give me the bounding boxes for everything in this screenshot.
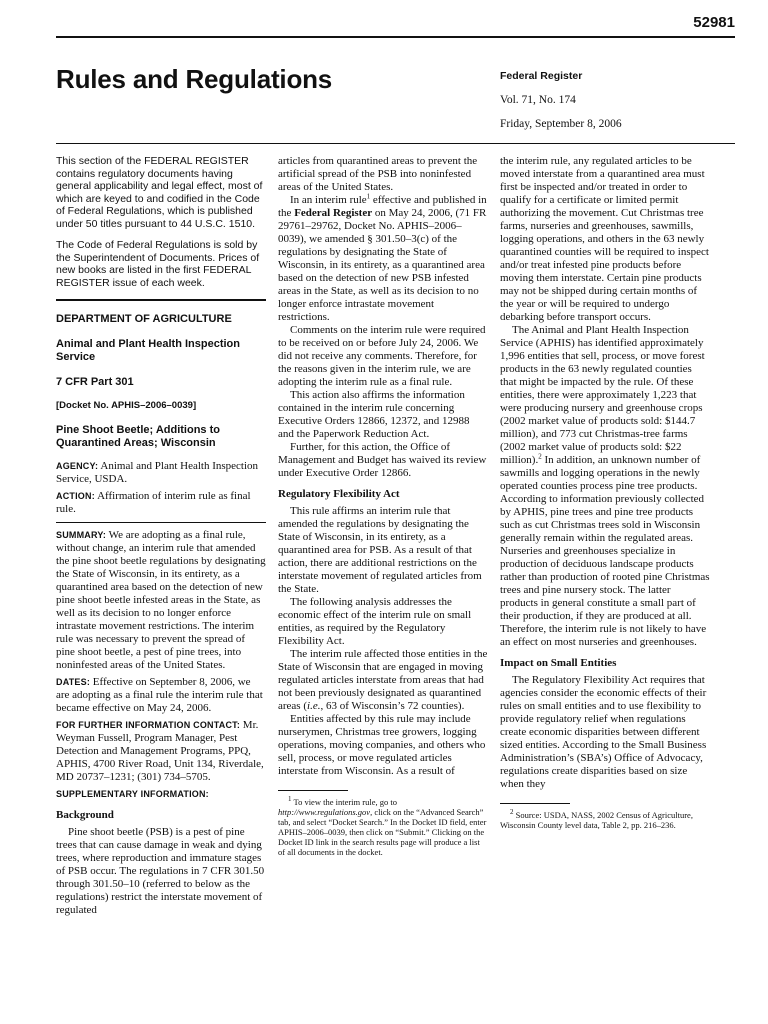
action-text: Affirmation of interim rule as final rule. [56, 490, 251, 515]
action-field [56, 490, 266, 516]
agency-label: AGENCY: [56, 461, 99, 471]
intro-paragraph-2: The Code of Federal Regulations is sold by the Superintendent of Documents. Prices of new books are listed in the first FEDERAL REGISTER issue of each week. [56, 239, 260, 289]
agency-field [56, 460, 266, 486]
dates-field [56, 676, 266, 715]
summary-label: SUMMARY: [56, 530, 107, 540]
body-paragraph: articles from quarantined areas to prevent the artificial spread of the PSB into noninfested areas of the United States. [278, 155, 478, 193]
intro-paragraph-1: This section of the FEDERAL REGISTER contains regulatory documents having general applicability and legal effect, most of which are keyed to and codified in the Code of Federal Regulations, which is published under 50 titles pursuant to 44 U.S.C. 1510. [56, 155, 263, 230]
department-heading: DEPARTMENT OF AGRICULTURE [56, 313, 232, 325]
summary-field [56, 529, 266, 672]
regulations-link[interactable]: http://www.regulations.gov [278, 807, 371, 817]
contact-label: FOR FURTHER INFORMATION CONTACT: [56, 720, 241, 730]
column-1 [56, 155, 266, 917]
header-rule-bottom [56, 143, 735, 144]
comments-paragraph: Comments on the interim rule were required to be received on or before July 24, 2006. We did not receive any comments. Therefore, for the reasons given in the interim rule, we are adopting the interim rule as a final rule. [278, 324, 486, 388]
summary-text: We are adopting as a final rule, without change, an interim rule that amended the pine shoot beetle regulations by designating the State of Wisconsin, in its entirety, as a quarantined area based on the detection of new pine shoot beetle infested areas in the State, as well as its decision to no longer enforce intrastate movement restrictions. The interim rule was necessary to prevent the spread of pine shoot beetle, a pest of pine trees, into noninfested areas of the United States. [56, 529, 266, 671]
footnote-2: $^2$ Source: USDA, NASS, 2002 Census of Agriculture, Wisconsin County level data, Table 2, pp. 216–236. [500, 808, 693, 830]
analysis-paragraph: The following analysis addresses the economic effect of the interim rule on small entities, as required by the Regulatory Flexibility Act. [278, 596, 472, 647]
federal-register-info [500, 70, 740, 141]
dates-label: DATES: [56, 677, 91, 687]
affected-paragraph: The interim rule affected those entities in the State of Wisconsin that are engaged in moving regulated articles interstate from areas that had not been previously designated as quarantined areas (i.e., 63 of Wisconsin’s 72 counties). [278, 648, 488, 712]
interim-rule-paragraph: In an interim rule$^1$ effective and published in the Federal Register on May 24, 2006, (71 FR 29761–29762, Docket No. APHIS–2006–0039), we amended § 301.50–3(c) of the regulations by designating the State of Wisconsin, in its entirety, as a quarantined area based on the detection of new PSB infested areas in the State, as well as its decision to no longer enforce intrastate movement restrictions. [278, 192, 487, 323]
supplementary-label: SUPPLEMENTARY INFORMATION: [56, 789, 209, 799]
intro-divider [56, 299, 266, 301]
field-divider [56, 522, 266, 523]
footnote-divider [500, 803, 570, 804]
agency-text: Animal and Plant Health Inspection Service, USDA. [56, 460, 259, 485]
section-title: Rules and Regulations [56, 64, 333, 94]
header-rule-top [56, 36, 735, 38]
omb-paragraph: Further, for this action, the Office of Management and Budget has waived its review under Executive Order 12866. [278, 441, 487, 479]
contact-field [56, 719, 266, 784]
volume-number: Vol. 71, No. 174 [500, 93, 576, 106]
footnote-1: $^1$ To view the interim rule, go to http://www.regulations.gov, click on the “Advanced Search” tab, and select “Docket Search.” In the Docket ID field, enter APHIS–2006–0039, then click on “Submit.” Clicking on the Docket ID link in the search results page will produce a list of all documents in the docket. [278, 795, 487, 857]
dates-text: Effective on September 8, 2006, we are adopting as a final rule the interim rule that became effective on May 24, 2006. [56, 676, 263, 714]
impact-paragraph: The Regulatory Flexibility Act requires that agencies consider the economic effects of their rules on small entities and to use flexibility to provide regulatory relief when regulations create economic disparities between different sized entities. According to the Small Business Administration’s (SBA’s) Office of Advocacy, regulations create disparities based on size when they [500, 674, 707, 790]
action-label: ACTION: [56, 491, 95, 501]
issue-date: Friday, September 8, 2006 [500, 117, 622, 130]
affirms-paragraph: This action also affirms the information contained in the interim rule concerning Executive Orders 12866, 12372, and 12988 and the Paperwork Reduction Act. [278, 389, 470, 440]
background-paragraph: Pine shoot beetle (PSB) is a pest of pine trees that can cause damage in weak and dying trees, where reproduction and immature stages of PSB occur. The regulations in 7 CFR 301.50 through 301.50–10 (referred to below as the regulations) restrict the interstate movement of regulated [56, 826, 265, 916]
footnote-ref-1: 1 [366, 192, 371, 201]
body-paragraph: the interim rule, any regulated articles to be moved interstate from a quarantined area must first be inspected and/or treated in order to qualify for a certificate or limited permit authorizing the movement. Cut Christmas tree farms, nurseries and greenhouses, sawmills, logging operations, and others in the 63 newly quarantined counties will be required to inspect and/or treat infested pine products before moving them interstate. Certain pine products may not be shipped during certain months of the year or will be required to undergo debarking before transport occurs. [500, 155, 709, 323]
rfa-paragraph: This rule affirms an interim rule that amended the regulations by designating the State of Wisconsin, in its entirety, as a quarantined area for PSB. As a result of that action, there are additional restrictions on the interstate movement of regulated articles from the State. [278, 505, 482, 595]
document-title: Pine Shoot Beetle; Additions to Quarantined Areas; Wisconsin [56, 424, 220, 449]
docket-number: [Docket No. APHIS–2006–0039] [56, 400, 197, 411]
agency-heading: Animal and Plant Health Inspection Service [56, 338, 240, 363]
contact-text: Mr. Weyman Fussell, Program Manager, Pest Detection and Management Programs, PPQ, APHIS, 4700 River Road, Unit 134, Riverdale, MD 20737–1231; (301) 734–5705. [56, 719, 264, 783]
aphis-paragraph: The Animal and Plant Health Inspection Service (APHIS) has identified approximately 1,996 entities that sell, process, or move forest products in the 63 newly regulated counties that might be impacted by the rule. Of these entities, there were approximately 1,223 that were producing nursery and greenhouse crops (2002 market value of products sold: $144.7 million), and 773 cut Christmas-tree farms (2002 market value of products sold: $22 million).$^2$ In addition, an unknown number of sawmills and logging operations in the newly operated counties process pine tree products. According to information previously collected by APHIS, pine trees and pine tree products such as cut Christmas trees sold in Wisconsin generally remain within the regulated areas. Nurseries and greenhouses specialize in production of deciduous landscape products rather than production of rooted pine Christmas trees and pine nursery stock. The latter products in general constitute a small part of their production, if they are produced at all. Therefore, the interim rule is not likely to have an effect on most nurseries and greenhouses. [500, 324, 710, 648]
impact-heading: Impact on Small Entities [500, 657, 617, 669]
rfa-heading: Regulatory Flexibility Act [278, 488, 400, 500]
footnote-ref-2: 2 [538, 452, 542, 461]
register-name: Federal Register [500, 70, 583, 82]
column-2 [278, 155, 488, 857]
background-heading: Background [56, 809, 114, 821]
cfr-part: 7 CFR Part 301 [56, 376, 134, 388]
column-3 [500, 155, 710, 830]
supplementary-field [56, 788, 266, 801]
entities-paragraph: Entities affected by this rule may include nurserymen, Christmas tree growers, logging operations, moving companies, and others who sell, process, or move regulated articles interstate from Wisconsin. As a result of [278, 713, 486, 777]
page-number: 52981 [693, 14, 735, 31]
footnote-divider [278, 790, 348, 791]
